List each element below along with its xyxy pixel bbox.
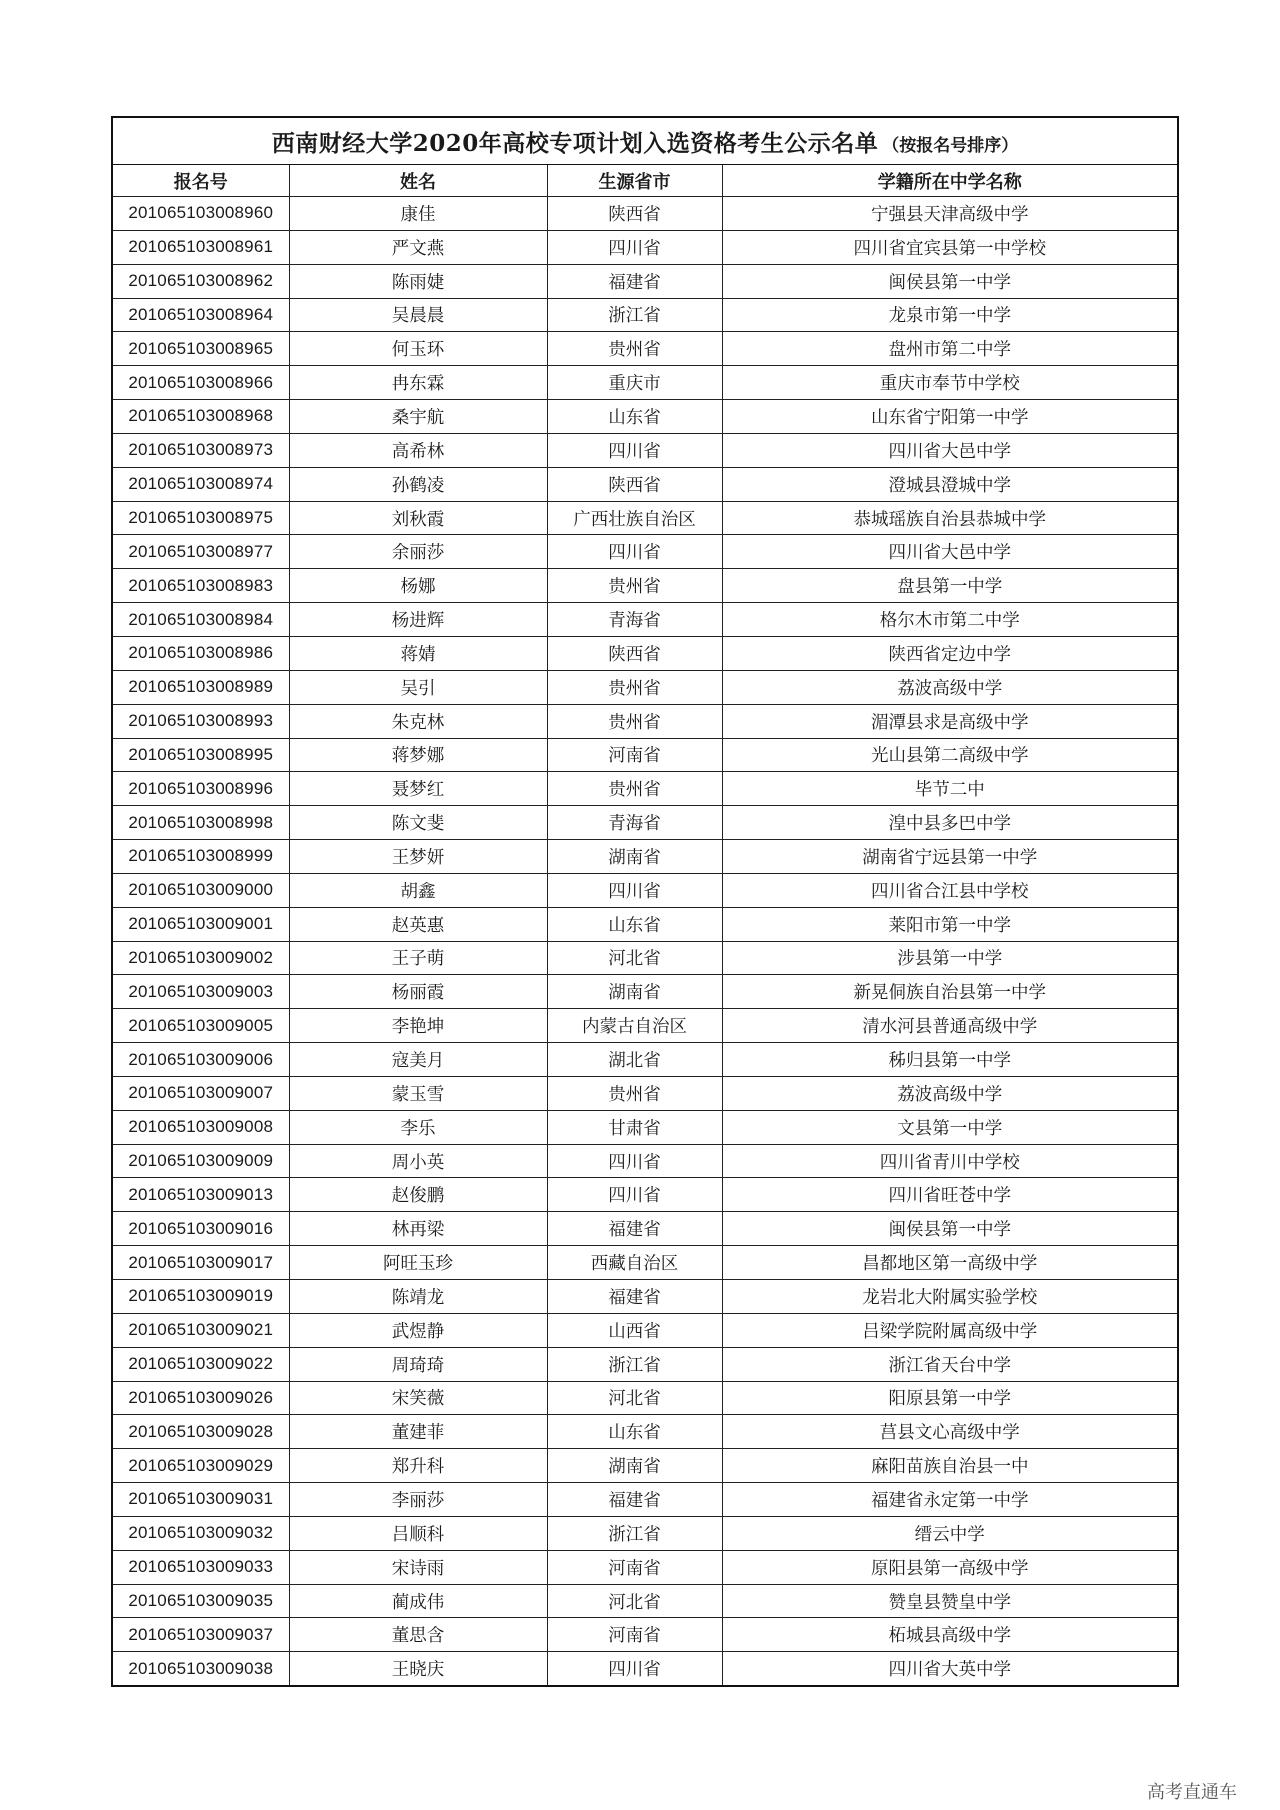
cell-province: 四川省 <box>547 1144 722 1178</box>
cell-name: 桑宇航 <box>289 400 547 434</box>
table-row <box>112 433 1178 467</box>
cell-province: 湖南省 <box>547 1449 722 1483</box>
cell-province: 青海省 <box>547 603 722 637</box>
cell-name: 吕顺科 <box>289 1516 547 1550</box>
cell-registration-no: 201065103009002 <box>112 941 289 975</box>
table-row <box>112 907 1178 941</box>
table-row <box>112 772 1178 806</box>
cell-province: 四川省 <box>547 535 722 569</box>
column-header-school: 学籍所在中学名称 <box>722 165 1178 197</box>
cell-registration-no: 201065103008960 <box>112 197 289 231</box>
table-row <box>112 1076 1178 1110</box>
cell-registration-no: 201065103009035 <box>112 1584 289 1618</box>
cell-school: 湄潭县求是高级中学 <box>722 704 1178 738</box>
cell-school: 四川省大邑中学 <box>722 535 1178 569</box>
table-row <box>112 1483 1178 1517</box>
cell-province: 河南省 <box>547 1550 722 1584</box>
cell-school: 龙泉市第一中学 <box>722 298 1178 332</box>
cell-province: 福建省 <box>547 264 722 298</box>
cell-name: 蒋梦娜 <box>289 738 547 772</box>
cell-province: 四川省 <box>547 433 722 467</box>
cell-name: 宋笑薇 <box>289 1381 547 1415</box>
cell-province: 广西壮族自治区 <box>547 501 722 535</box>
table-row <box>112 569 1178 603</box>
cell-province: 贵州省 <box>547 332 722 366</box>
cell-school: 湟中县多巴中学 <box>722 806 1178 840</box>
cell-school: 宁强县天津高级中学 <box>722 197 1178 231</box>
cell-school: 闽侯县第一中学 <box>722 1212 1178 1246</box>
cell-province: 浙江省 <box>547 1516 722 1550</box>
cell-school: 缙云中学 <box>722 1516 1178 1550</box>
cell-school: 盘州市第二中学 <box>722 332 1178 366</box>
table-row <box>112 738 1178 772</box>
cell-province: 西藏自治区 <box>547 1246 722 1280</box>
cell-province: 陕西省 <box>547 197 722 231</box>
table-title <box>112 117 1178 165</box>
cell-school: 文县第一中学 <box>722 1110 1178 1144</box>
cell-name: 蒋婧 <box>289 636 547 670</box>
column-header-registration-no: 报名号 <box>112 165 289 197</box>
cell-registration-no: 201065103008961 <box>112 230 289 264</box>
cell-registration-no: 201065103008964 <box>112 298 289 332</box>
table-row <box>112 1347 1178 1381</box>
cell-school: 莱阳市第一中学 <box>722 907 1178 941</box>
cell-name: 杨丽霞 <box>289 975 547 1009</box>
cell-name: 林再梁 <box>289 1212 547 1246</box>
cell-school: 福建省永定第一中学 <box>722 1483 1178 1517</box>
cell-school: 吕梁学院附属高级中学 <box>722 1313 1178 1347</box>
cell-school: 四川省合江县中学校 <box>722 873 1178 907</box>
cell-name: 王梦妍 <box>289 840 547 874</box>
table-row <box>112 975 1178 1009</box>
cell-name: 蔺成伟 <box>289 1584 547 1618</box>
cell-school: 格尔木市第二中学 <box>722 603 1178 637</box>
table-row <box>112 603 1178 637</box>
cell-school: 阳原县第一中学 <box>722 1381 1178 1415</box>
roster-sheet <box>111 116 1177 1687</box>
cell-registration-no: 201065103009006 <box>112 1043 289 1077</box>
cell-registration-no: 201065103008962 <box>112 264 289 298</box>
cell-name: 吴晨晨 <box>289 298 547 332</box>
table-row <box>112 1212 1178 1246</box>
table-row <box>112 873 1178 907</box>
cell-name: 胡鑫 <box>289 873 547 907</box>
cell-name: 宋诗雨 <box>289 1550 547 1584</box>
cell-province: 四川省 <box>547 1178 722 1212</box>
cell-school: 陕西省定边中学 <box>722 636 1178 670</box>
cell-registration-no: 201065103008998 <box>112 806 289 840</box>
cell-school: 四川省青川中学校 <box>722 1144 1178 1178</box>
cell-registration-no: 201065103009026 <box>112 1381 289 1415</box>
cell-school: 昌都地区第一高级中学 <box>722 1246 1178 1280</box>
cell-name: 董建菲 <box>289 1415 547 1449</box>
cell-province: 福建省 <box>547 1483 722 1517</box>
table-row <box>112 704 1178 738</box>
cell-school: 荔波高级中学 <box>722 1076 1178 1110</box>
cell-registration-no: 201065103008996 <box>112 772 289 806</box>
cell-school: 麻阳苗族自治县一中 <box>722 1449 1178 1483</box>
cell-name: 王子萌 <box>289 941 547 975</box>
table-row <box>112 1584 1178 1618</box>
cell-school: 重庆市奉节中学校 <box>722 366 1178 400</box>
table-row <box>112 366 1178 400</box>
cell-name: 阿旺玉珍 <box>289 1246 547 1280</box>
column-header-name: 姓名 <box>289 165 547 197</box>
cell-name: 武煜静 <box>289 1313 547 1347</box>
table-row <box>112 298 1178 332</box>
table-row <box>112 1144 1178 1178</box>
cell-registration-no: 201065103009021 <box>112 1313 289 1347</box>
cell-registration-no: 201065103008977 <box>112 535 289 569</box>
cell-name: 刘秋霞 <box>289 501 547 535</box>
cell-name: 王晓庆 <box>289 1652 547 1686</box>
cell-registration-no: 201065103009017 <box>112 1246 289 1280</box>
cell-school: 湖南省宁远县第一中学 <box>722 840 1178 874</box>
table-row <box>112 1550 1178 1584</box>
cell-school: 赞皇县赞皇中学 <box>722 1584 1178 1618</box>
title-text: 西南财经大学2020年高校专项计划入选资格考生公示名单 <box>271 129 879 157</box>
cell-school: 荔波高级中学 <box>722 670 1178 704</box>
table-row <box>112 1043 1178 1077</box>
cell-school: 涉县第一中学 <box>722 941 1178 975</box>
cell-registration-no: 201065103009029 <box>112 1449 289 1483</box>
cell-name: 陈文斐 <box>289 806 547 840</box>
table-row <box>112 1449 1178 1483</box>
cell-registration-no: 201065103009005 <box>112 1009 289 1043</box>
cell-name: 杨进辉 <box>289 603 547 637</box>
table-row <box>112 1246 1178 1280</box>
cell-school: 光山县第二高级中学 <box>722 738 1178 772</box>
cell-registration-no: 201065103008965 <box>112 332 289 366</box>
table-row <box>112 1381 1178 1415</box>
table-row <box>112 264 1178 298</box>
cell-name: 董思含 <box>289 1618 547 1652</box>
cell-registration-no: 201065103009009 <box>112 1144 289 1178</box>
cell-name: 李艳坤 <box>289 1009 547 1043</box>
cell-province: 陕西省 <box>547 636 722 670</box>
cell-registration-no: 201065103009028 <box>112 1415 289 1449</box>
cell-school: 四川省大英中学 <box>722 1652 1178 1686</box>
cell-province: 河南省 <box>547 738 722 772</box>
cell-name: 杨娜 <box>289 569 547 603</box>
table-row <box>112 1009 1178 1043</box>
cell-registration-no: 201065103009037 <box>112 1618 289 1652</box>
cell-province: 贵州省 <box>547 704 722 738</box>
table-row <box>112 535 1178 569</box>
cell-province: 浙江省 <box>547 298 722 332</box>
cell-name: 周小英 <box>289 1144 547 1178</box>
table-row <box>112 636 1178 670</box>
cell-registration-no: 201065103009019 <box>112 1280 289 1314</box>
cell-school: 四川省宜宾县第一中学校 <box>722 230 1178 264</box>
cell-registration-no: 201065103008973 <box>112 433 289 467</box>
cell-name: 康佳 <box>289 197 547 231</box>
table-row <box>112 1415 1178 1449</box>
cell-registration-no: 201065103008966 <box>112 366 289 400</box>
cell-province: 山东省 <box>547 1415 722 1449</box>
cell-registration-no: 201065103008984 <box>112 603 289 637</box>
cell-registration-no: 201065103009008 <box>112 1110 289 1144</box>
cell-name: 郑升科 <box>289 1449 547 1483</box>
cell-school: 四川省旺苍中学 <box>722 1178 1178 1212</box>
table-row <box>112 467 1178 501</box>
cell-name: 寇美月 <box>289 1043 547 1077</box>
cell-province: 福建省 <box>547 1212 722 1246</box>
cell-name: 冉东霖 <box>289 366 547 400</box>
cell-province: 浙江省 <box>547 1347 722 1381</box>
table-row <box>112 1313 1178 1347</box>
cell-province: 河北省 <box>547 1381 722 1415</box>
cell-registration-no: 201065103008986 <box>112 636 289 670</box>
cell-name: 严文燕 <box>289 230 547 264</box>
table-row <box>112 1516 1178 1550</box>
cell-registration-no: 201065103008968 <box>112 400 289 434</box>
cell-registration-no: 201065103008989 <box>112 670 289 704</box>
cell-school: 澄城县澄城中学 <box>722 467 1178 501</box>
cell-province: 贵州省 <box>547 670 722 704</box>
cell-registration-no: 201065103009000 <box>112 873 289 907</box>
cell-registration-no: 201065103009022 <box>112 1347 289 1381</box>
cell-name: 高希林 <box>289 433 547 467</box>
table-row <box>112 1110 1178 1144</box>
cell-registration-no: 201065103009013 <box>112 1178 289 1212</box>
cell-name: 吴引 <box>289 670 547 704</box>
table-row <box>112 670 1178 704</box>
cell-registration-no: 201065103008993 <box>112 704 289 738</box>
cell-school: 秭归县第一中学 <box>722 1043 1178 1077</box>
cell-name: 陈靖龙 <box>289 1280 547 1314</box>
cell-registration-no: 201065103008983 <box>112 569 289 603</box>
table-body <box>112 197 1178 1687</box>
cell-name: 赵俊鹏 <box>289 1178 547 1212</box>
cell-province: 湖南省 <box>547 975 722 1009</box>
cell-name: 何玉环 <box>289 332 547 366</box>
table-row <box>112 1652 1178 1686</box>
cell-province: 河北省 <box>547 941 722 975</box>
cell-registration-no: 201065103008995 <box>112 738 289 772</box>
cell-province: 四川省 <box>547 230 722 264</box>
table-row <box>112 197 1178 231</box>
cell-name: 朱克林 <box>289 704 547 738</box>
cell-province: 福建省 <box>547 1280 722 1314</box>
cell-registration-no: 201065103009038 <box>112 1652 289 1686</box>
table-row <box>112 806 1178 840</box>
cell-province: 重庆市 <box>547 366 722 400</box>
header-row <box>112 165 1178 197</box>
table-row <box>112 1178 1178 1212</box>
table-row <box>112 1618 1178 1652</box>
cell-school: 新晃侗族自治县第一中学 <box>722 975 1178 1009</box>
table-row <box>112 230 1178 264</box>
cell-school: 毕节二中 <box>722 772 1178 806</box>
table-row <box>112 332 1178 366</box>
cell-name: 陈雨婕 <box>289 264 547 298</box>
cell-province: 山东省 <box>547 400 722 434</box>
cell-school: 柘城县高级中学 <box>722 1618 1178 1652</box>
cell-name: 李丽莎 <box>289 1483 547 1517</box>
cell-school: 盘县第一中学 <box>722 569 1178 603</box>
cell-province: 山东省 <box>547 907 722 941</box>
cell-school: 清水河县普通高级中学 <box>722 1009 1178 1043</box>
cell-province: 内蒙古自治区 <box>547 1009 722 1043</box>
cell-province: 河南省 <box>547 1618 722 1652</box>
cell-registration-no: 201065103008975 <box>112 501 289 535</box>
cell-name: 余丽莎 <box>289 535 547 569</box>
cell-registration-no: 201065103008974 <box>112 467 289 501</box>
table-row <box>112 941 1178 975</box>
cell-school: 山东省宁阳第一中学 <box>722 400 1178 434</box>
cell-registration-no: 201065103009033 <box>112 1550 289 1584</box>
cell-province: 贵州省 <box>547 569 722 603</box>
cell-name: 周琦琦 <box>289 1347 547 1381</box>
cell-province: 湖北省 <box>547 1043 722 1077</box>
table-row <box>112 1280 1178 1314</box>
cell-school: 闽侯县第一中学 <box>722 264 1178 298</box>
cell-name: 赵英惠 <box>289 907 547 941</box>
cell-registration-no: 201065103009001 <box>112 907 289 941</box>
cell-province: 河北省 <box>547 1584 722 1618</box>
cell-school: 恭城瑶族自治县恭城中学 <box>722 501 1178 535</box>
cell-province: 青海省 <box>547 806 722 840</box>
column-header-province: 生源省市 <box>547 165 722 197</box>
cell-province: 贵州省 <box>547 1076 722 1110</box>
table-row <box>112 400 1178 434</box>
cell-school: 龙岩北大附属实验学校 <box>722 1280 1178 1314</box>
cell-registration-no: 201065103009003 <box>112 975 289 1009</box>
title-note: （按报名号排序） <box>882 135 1019 156</box>
roster-table <box>111 116 1179 1687</box>
cell-name: 李乐 <box>289 1110 547 1144</box>
cell-province: 贵州省 <box>547 772 722 806</box>
cell-name: 聂梦红 <box>289 772 547 806</box>
cell-registration-no: 201065103009032 <box>112 1516 289 1550</box>
cell-registration-no: 201065103009031 <box>112 1483 289 1517</box>
cell-name: 孙鹤凌 <box>289 467 547 501</box>
cell-registration-no: 201065103009007 <box>112 1076 289 1110</box>
cell-name: 蒙玉雪 <box>289 1076 547 1110</box>
cell-province: 山西省 <box>547 1313 722 1347</box>
cell-registration-no: 201065103009016 <box>112 1212 289 1246</box>
table-row <box>112 840 1178 874</box>
cell-province: 湖南省 <box>547 840 722 874</box>
cell-school: 莒县文心高级中学 <box>722 1415 1178 1449</box>
cell-school: 四川省大邑中学 <box>722 433 1178 467</box>
cell-province: 陕西省 <box>547 467 722 501</box>
watermark-text: 高考直通车 <box>1147 1782 1237 1803</box>
cell-school: 原阳县第一高级中学 <box>722 1550 1178 1584</box>
cell-province: 甘肃省 <box>547 1110 722 1144</box>
cell-province: 四川省 <box>547 1652 722 1686</box>
cell-province: 四川省 <box>547 873 722 907</box>
cell-registration-no: 201065103008999 <box>112 840 289 874</box>
table-row <box>112 501 1178 535</box>
cell-school: 浙江省天台中学 <box>722 1347 1178 1381</box>
